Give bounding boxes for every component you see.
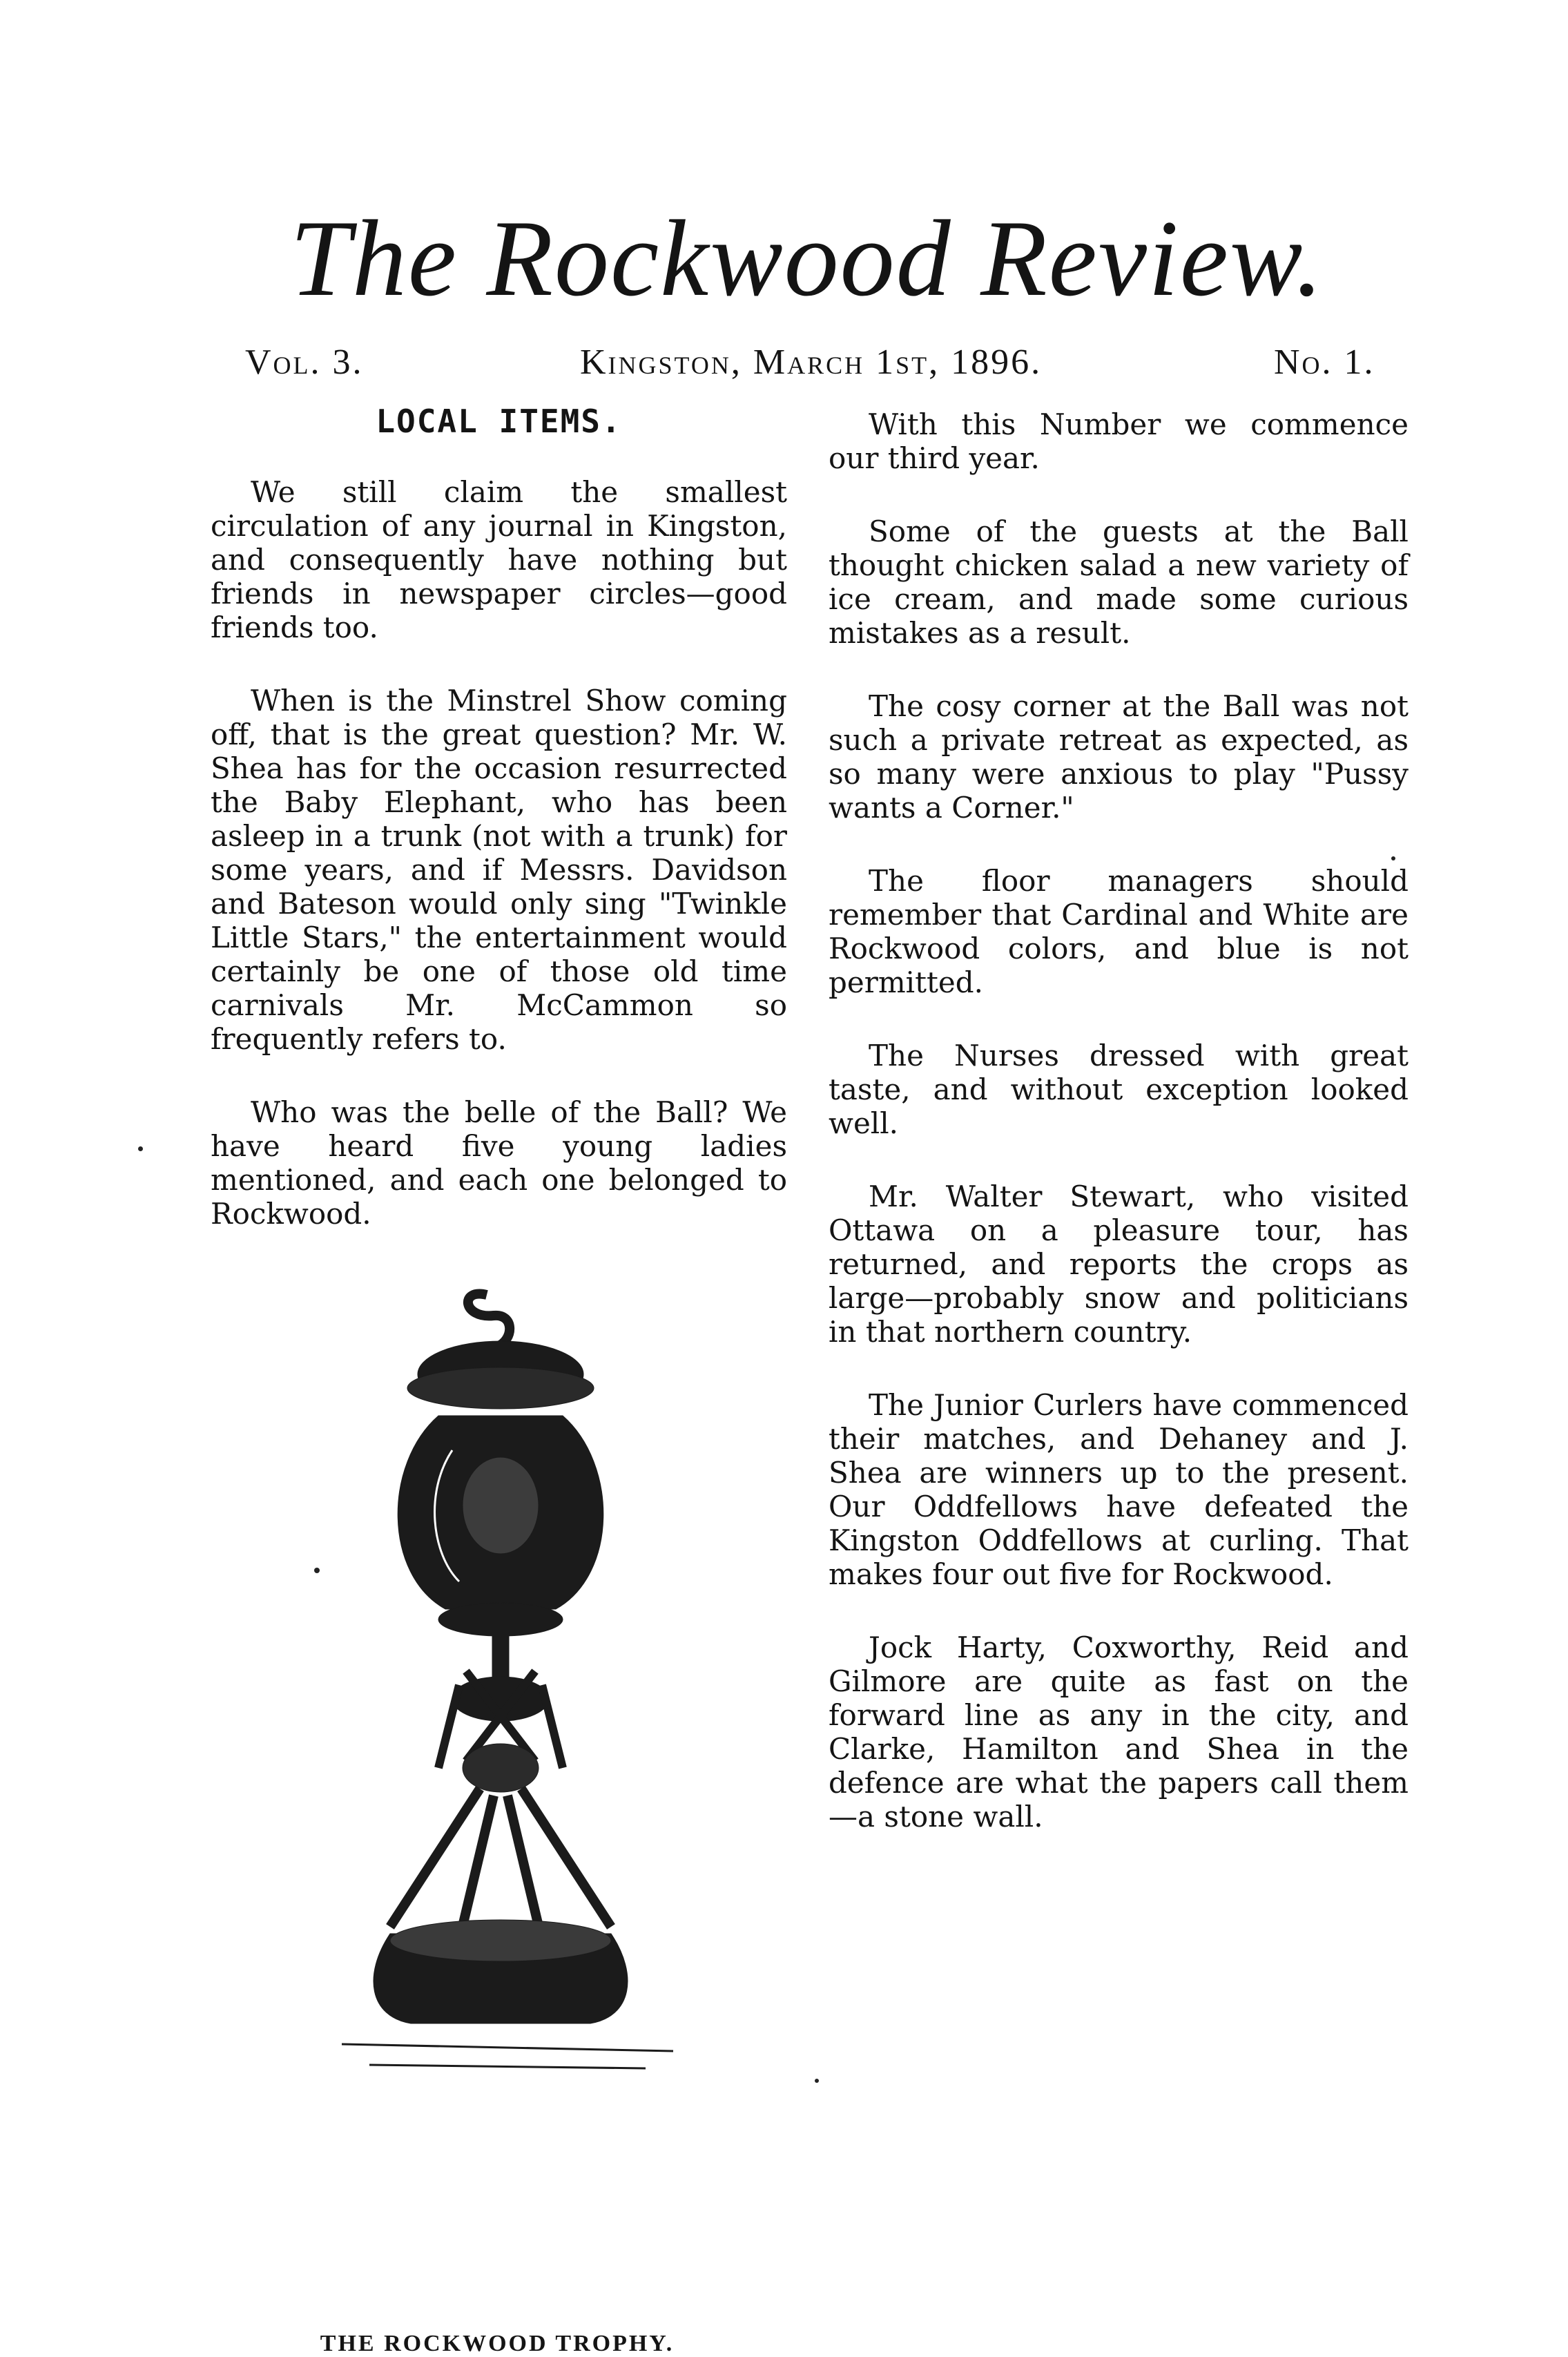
- issue-number: No. 1.: [1274, 343, 1375, 382]
- volume-number: Vol. 3.: [245, 343, 364, 382]
- masthead-title: The Rockwood Review.: [290, 198, 1325, 319]
- paragraph: The floor managers should remember that Cardinal and White are Rockwood colors, and blue is not permitted.: [829, 864, 1409, 999]
- paragraph: We still claim the smallest circulation of any journal in Kingston, and consequently have nothing but friends in newspaper circles—good friends too.: [211, 475, 787, 644]
- paragraph: The Nurses dressed with great taste, and without exception looked well.: [829, 1039, 1409, 1140]
- ink-speck: [815, 2079, 819, 2083]
- paragraph: The cosy corner at the Ball was not such a private retreat as expected, as so many were anxious to play "Pussy wants a Corner.": [829, 689, 1409, 825]
- paragraph: Some of the guests at the Ball thought chicken salad a new variety of ice cream, and made some curious mistakes as a result.: [829, 514, 1409, 650]
- ink-speck: [1391, 856, 1395, 860]
- ink-speck: [138, 1146, 143, 1151]
- paragraph: Mr. Walter Stewart, who visited Ottawa on a pleasure tour, has returned, and reports the crops as large—probably snow and politicians in that northern country.: [829, 1180, 1409, 1349]
- paragraph: Who was the belle of the Ball? We have heard five young ladies mentioned, and each one belonged to Rockwood.: [211, 1095, 787, 1231]
- ink-speck: [314, 1568, 320, 1573]
- right-column: [829, 407, 1409, 1873]
- paragraph: With this Number we commence our third year.: [829, 407, 1409, 475]
- place-and-date: Kingston, March 1st, 1896.: [580, 343, 1043, 382]
- trophy-caption: THE ROCKWOOD TROPHY.: [320, 2331, 675, 2356]
- trophy-illustration: [287, 1285, 715, 2293]
- paragraph: Jock Harty, Coxworthy, Reid and Gilmore are quite as fast on the forward line as any in the city, and Clarke, Hamilton and Shea in the defence are what the papers call them—a stone wall.: [829, 1630, 1409, 1834]
- paragraph: When is the Minstrel Show coming off, that is the great question? Mr. W. Shea has for the occasion resurrected the Baby Elephant, who has been asleep in a trunk (not with a trunk) for some years, and if Messrs. Davidson and Bateson would only sing "Twinkle Little Stars," the entertainment would certainly be one of those old time carnivals Mr. McCammon so frequently refers to.: [211, 684, 787, 1056]
- left-column: [211, 401, 787, 1270]
- paragraph: The Junior Curlers have commenced their matches, and Dehaney and J. Shea are winners up to the present. Our Oddfellows have defeated the Kingston Oddfellows at curling. That makes four out five for Rockwood.: [829, 1388, 1409, 1591]
- section-heading: LOCAL ITEMS.: [376, 403, 622, 440]
